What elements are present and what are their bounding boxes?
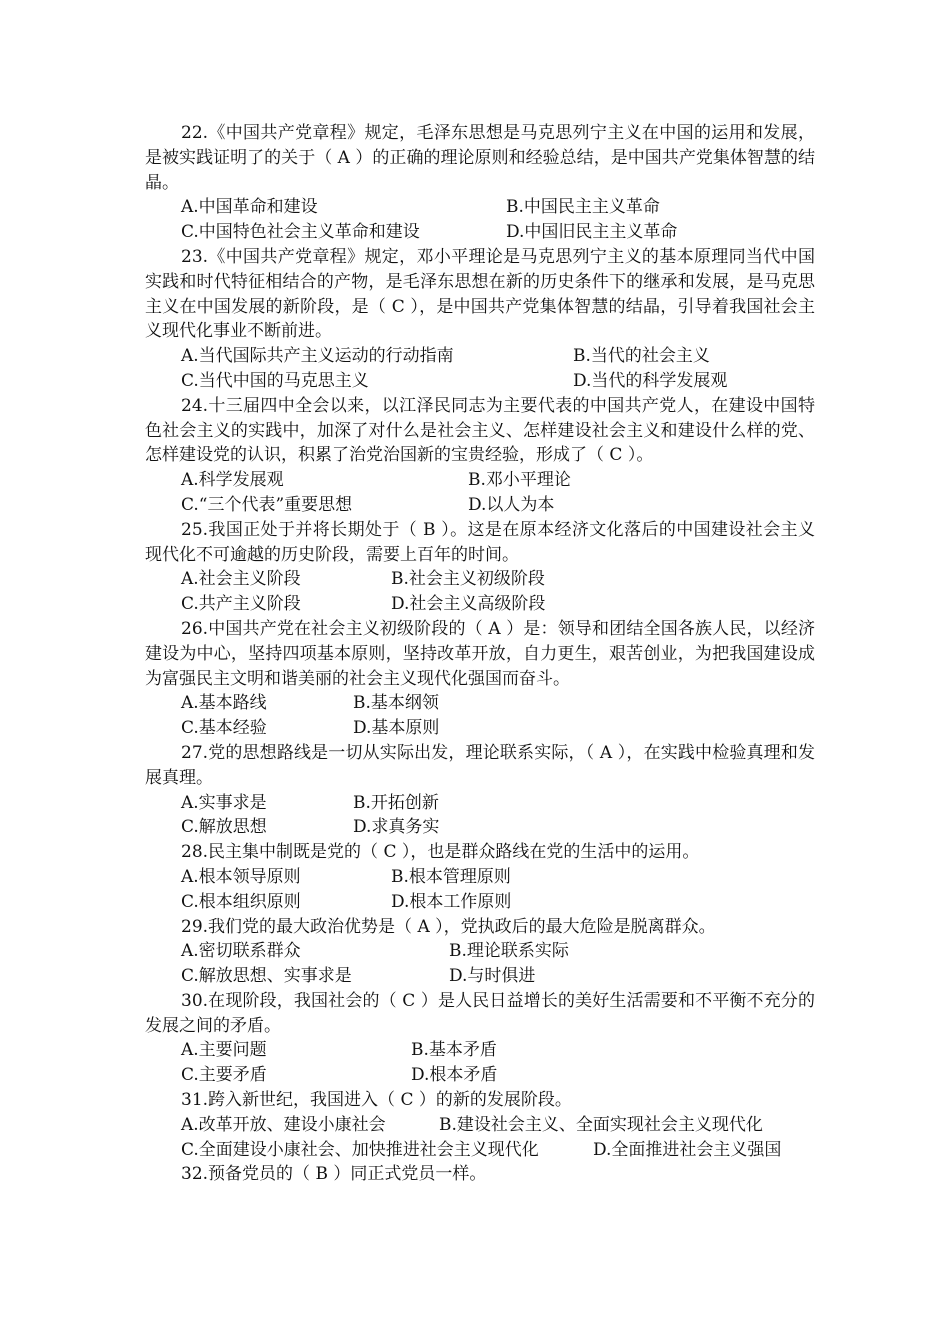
option-c: C.“三个代表”重要思想 [181, 494, 353, 515]
option-row [145, 369, 815, 394]
option-a: A.改革开放、建设小康社会 [181, 1114, 386, 1135]
question-stem-25: 25.我国正处于并将长期处于（ B ）。这是在原本经济文化落后的中国建设社会主义现代化不可逾越的历史阶段，需要上百年的时间。 [145, 519, 815, 565]
option-d: D.与时俱进 [449, 966, 536, 987]
option-row [145, 344, 815, 369]
option-row [145, 964, 815, 989]
option-b: B.基本矛盾 [411, 1040, 497, 1061]
option-a: A.当代国际共产主义运动的行动指南 [181, 346, 454, 367]
option-b: B.邓小平理论 [468, 470, 571, 491]
option-c: C.解放思想、实事求是 [181, 966, 352, 987]
question-stem-32: 32.预备党员的（ B ）同正式党员一样。 [181, 1164, 487, 1185]
option-d: D.当代的科学发展观 [573, 370, 728, 391]
option-d: D.基本原则 [353, 718, 440, 739]
option-row [145, 1113, 815, 1138]
option-row [145, 493, 815, 518]
question-stem-23: 23.《中国共产党章程》规定，邓小平理论是马克思列宁主义的基本原理同当代中国实践和时代特征相结合的产物，是毛泽东思想在新的历史条件下的继承和发展，是马克思主义在中国发展的新阶段，是（ C ），是中国共产党集体智慧的结晶，引导着我国社会主义现代化事业不断前进。 [145, 246, 815, 342]
option-d: D.以人为本 [468, 494, 555, 515]
option-d: D.全面推进社会主义强国 [593, 1139, 782, 1160]
question-stem-24: 24.十三届四中全会以来，以江泽民同志为主要代表的中国共产党人，在建设中国特色社会主义的实践中，加深了对什么是社会主义、怎样建设社会主义和建设什么样的党、怎样建设党的认识，积累了治党治国新的宝贵经验，形成了（ C ）。 [145, 395, 815, 466]
option-a: A.密切联系群众 [181, 941, 301, 962]
question-stem-22: 22.《中国共产党章程》规定，毛泽东思想是马克思列宁主义在中国的运用和发展，是被实践证明了的关于（ A ）的正确的理论原则和经验总结，是中国共产党集体智慧的结晶。 [145, 123, 815, 193]
option-a: A.科学发展观 [181, 470, 284, 491]
option-a: A.主要问题 [181, 1040, 267, 1061]
option-row [145, 592, 815, 617]
option-row [145, 815, 815, 840]
option-d: D.求真务实 [353, 817, 440, 838]
option-row [145, 716, 815, 741]
option-a: A.实事求是 [181, 792, 267, 813]
option-row [145, 890, 815, 915]
option-c: C.根本组织原则 [181, 891, 301, 912]
question-stem-29: 29.我们党的最大政治优势是（ A ），党执政后的最大危险是脱离群众。 [181, 916, 716, 937]
option-b: B.基本纲领 [353, 693, 439, 714]
option-b: B.开拓创新 [353, 792, 439, 813]
option-c: C.中国特色社会主义革命和建设 [181, 222, 420, 243]
option-a: A.中国革命和建设 [181, 197, 318, 218]
option-row [145, 865, 815, 890]
option-b: B.根本管理原则 [391, 866, 511, 887]
question-stem-26: 26.中国共产党在社会主义初级阶段的（ A ）是：领导和团结全国各族人民，以经济建设为中心，坚持四项基本原则，坚持改革开放，自力更生，艰苦创业，为把我国建设成为富强民主文明和谐美丽的社会主义现代化强国而奋斗。 [145, 618, 815, 689]
option-a: A.基本路线 [181, 693, 267, 714]
option-b: B.中国民主主义革命 [506, 197, 660, 218]
option-b: B.社会主义初级阶段 [391, 569, 545, 590]
question-list [145, 121, 815, 1187]
option-c: C.共产主义阶段 [181, 594, 301, 615]
option-row [145, 1138, 815, 1163]
option-a: A.社会主义阶段 [181, 569, 301, 590]
option-row [145, 195, 815, 220]
question-stem-28: 28.民主集中制既是党的（ C ），也是群众路线在党的生活中的运用。 [181, 842, 700, 863]
option-row [145, 939, 815, 964]
option-row [145, 691, 815, 716]
option-b: B.建设社会主义、全面实现社会主义现代化 [439, 1114, 763, 1135]
option-d: D.中国旧民主主义革命 [506, 222, 678, 243]
option-c: C.主要矛盾 [181, 1065, 267, 1086]
question-stem-27: 27.党的思想路线是一切从实际出发，理论联系实际，（ A ），在实践中检验真理和发展真理。 [145, 742, 815, 788]
option-c: C.当代中国的马克思主义 [181, 370, 369, 391]
option-d: D.社会主义高级阶段 [391, 594, 546, 615]
option-d: D.根本工作原则 [391, 891, 512, 912]
option-row [145, 791, 815, 816]
question-stem-31: 31.跨入新世纪，我国进入（ C ）的新的发展阶段。 [181, 1090, 572, 1111]
option-b: B.当代的社会主义 [573, 346, 710, 367]
option-row [145, 468, 815, 493]
option-d: D.根本矛盾 [411, 1065, 498, 1086]
option-c: C.全面建设小康社会、加快推进社会主义现代化 [181, 1139, 539, 1160]
option-c: C.解放思想 [181, 817, 267, 838]
option-row [145, 1038, 815, 1063]
option-b: B.理论联系实际 [449, 941, 569, 962]
option-row [145, 220, 815, 245]
question-stem-30: 30.在现阶段，我国社会的（ C ）是人民日益增长的美好生活需要和不平衡不充分的发展之间的矛盾。 [145, 990, 815, 1036]
option-row [145, 1063, 815, 1088]
option-a: A.根本领导原则 [181, 866, 301, 887]
option-c: C.基本经验 [181, 718, 267, 739]
option-row [145, 567, 815, 592]
